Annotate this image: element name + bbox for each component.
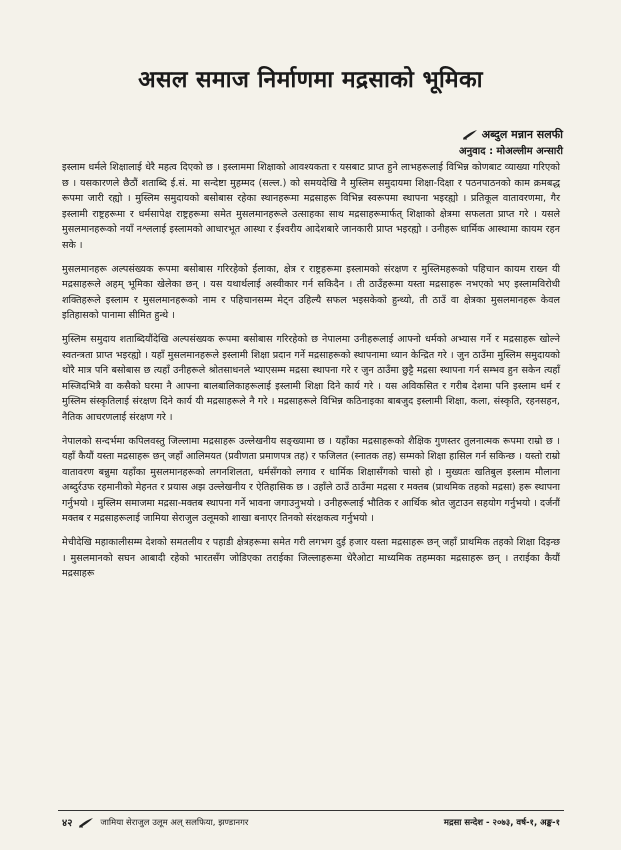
article-body [62,160,560,590]
issue-info: मद्रसा सन्देश - २०७३, वर्ष-१, अङ्क-१ [443,817,560,828]
paragraph: मुस्लिम समुदाय शताब्दियौंदेखि अल्पसंख्यक रूपमा बसोबास गरिरहेको छ नेपालमा उनीहरूलाई आफ्नो धर्मको अभ्यास गर्ने र मद्रसाहरू खोल्ने स्वतन्त्रता प्राप्त भइरह्यो । यहाँ मुसलमानहरूले इस्लामी शिक्षा प्रदान गर्ने मद्रसाहरूको स्थापनामा ध्यान केन्द्रित गरे । जुन ठाउँमा मुस्लिम समुदायको थोरै मात्र पनि बसोबास छ त्यहाँ उनीहरूले श्रोतसाधनले भ्याएसम्म मद्रसा स्थापना गरे र जुन ठाउँमा छुट्टै मद्रसा स्थापना गर्न सम्भव हुन सकेन त्यहाँ मस्जिदभित्रै वा कसैको घरमा नै आफ्ना बालबालिकाहरूलाई इस्लामी शिक्षा दिने कार्य गरे । यस अविकसित र गरीब देशमा पनि इस्लाम धर्म र मुस्लिम संस्कृतिलाई संरक्षण दिने कार्य यी मद्रसाहरूले नै गरे । मद्रसाहरूले विभिन्न कठिनाइका बाबजुद इस्लामी शिक्षा, कला, संस्कृति, रहनसहन, नैतिक आचरणलाई संरक्षण गरे । [62,333,561,423]
page-footer [62,815,560,829]
quill-pen-icon [78,817,94,828]
article-title: असल समाज निर्माणमा मद्रसाको भूमिका [138,67,483,93]
byline [459,126,563,160]
paragraph: नेपालको सन्दर्भमा कपिलवस्तु जिल्लामा मद्रसाहरू उल्लेखनीय सङ्ख्यामा छ । यहाँका मद्रसाहरूको शैक्षिक गुणस्तर तुलनात्मक रूपमा राम्रो छ । यहाँ कैयौं यस्ता मद्रसाहरू छन् जहाँ आलिमयत (प्रवीणता प्रमाणपत्र तह) र फजिलत (स्नातक तह) सम्मको शिक्षा हासिल गर्न सकिन्छ । यस्तो राम्रो वातावरण बन्नुमा यहाँका मुसलमानहरूको लगनशिलता, धर्मसँगको लगाव र धार्मिक शिक्षासँगको चासो हो । मुख्यतः खतिबुल इस्लाम मौलाना अब्दुर्रउफ रहमानीको मेहनत र प्रयास अझ उल्लेखनीय र ऐतिहासिक छ । उहाँले ठाउँ ठाउँमा मद्रसा र मक्तब (प्राथमिक तहको मद्रसा) हरू स्थापना गर्नुभयो । मुस्लिम समाजमा मद्रसा-मक्तब स्थापना गर्ने भावना जगाउनुभयो । उनीहरूलाई भौतिक र आर्थिक श्रोत जुटाउन सहयोग गर्नुभयो । दर्जनौं मक्तब र मद्रसाहरूलाई जामिया सेराजुल उलूमको शाखा बनाएर तिनको संरक्षकत्व गर्नुभयो । [62,435,560,525]
paragraph: इस्लाम धर्मले शिक्षालाई धेरै महत्व दिएको छ । इस्लाममा शिक्षाको आवश्यकता र यसबाट प्राप्त हुने लाभहरूलाई विभिन्न कोणबाट व्याख्या गरिएको छ । यसकारणले छैठौं शताब्दि ई.सं. मा सन्देष्टा मुहम्मद (सल्ल.) को समयदेखि नै मुस्लिम समुदायमा शिक्षा-दिक्षा र पठनपाठनको काम क्रमबद्ध रूपमा जारी रह्यो । मुस्लिम समुदायको बसोबास रहेका स्थानहरूमा मद्रसाहरू विभिन्न स्वरूपमा स्थापना भइरह्यो । प्रतिकूल वातावरणमा, गैर इस्लामी राष्ट्रहरूमा र धर्मसापेक्ष राष्ट्रहरूमा समेत मुसलमानहरूले उत्साहका साथ मद्रसाहरूमार्फत् शिक्षाको क्षेत्रमा सफलता प्राप्त गरे । यसले मुसलमानहरूको नयाँ नश्ललाई इस्लामको आधारभूत आस्था र ईश्वरीय आदेशबारे जानकारी प्राप्त भइरह्यो । उनीहरू धार्मिक आस्थामा कायम रहन सके । [62,162,560,251]
translator-credit: अनुवाद : मोअल्लीम अन्सारी [458,146,563,157]
paragraph: मेचीदेखि महाकालीसम्म देशको समतलीय र पहाडी क्षेत्रहरूमा समेत गरी लगभग दुई हजार यस्ता मद्रसाहरू छन् जहाँ प्राथमिक तहको शिक्षा दिइन्छ । मुसलमानको सघन आबादी रहेको भारतसँग जोडिएका तराईका जिल्लाहरूमा धेरैओटा माध्यमिक तहम्मका मद्रसाहरू छन् । तराईका कैयौं मद्रसाहरू [62,537,560,580]
page-number: ४२ [62,818,73,829]
author-name: अब्दुल मन्नान सलफी [481,128,563,141]
quill-pen-icon [462,129,478,140]
footer-divider [58,810,564,811]
author-row [459,126,563,143]
footer-left [62,815,248,829]
paragraph: मुसलमानहरू अल्पसंख्यक रूपमा बसोबास गरिरहेको ईलाका, क्षेत्र र राष्ट्रहरूमा इस्लामको संरक्षण र मुस्लिमहरूको पहिचान कायम राख्न यी मद्रसाहरूले अहम् भूमिका खेलेका छन् । यस यथार्थलाई अस्वीकार गर्न सकिदैन । ती ठाउँहरूमा यस्ता मद्रसाहरू नभएको भए इस्लामविरोधी शक्तिहरूले इस्लाम र मुसलमानहरूको नाम र पहिचानसम्म मेट्न उहिल्यै सफल भइसकेको हुन्थ्यो, ती ठाउँ वा क्षेत्रका मुसलमानहरू केवल इतिहासको पानामा सीमित हुन्थे । [62,263,560,322]
institution-name: जामिया सेराजुल उलूम अल् सलफिया, झण्डानगर [100,817,249,828]
